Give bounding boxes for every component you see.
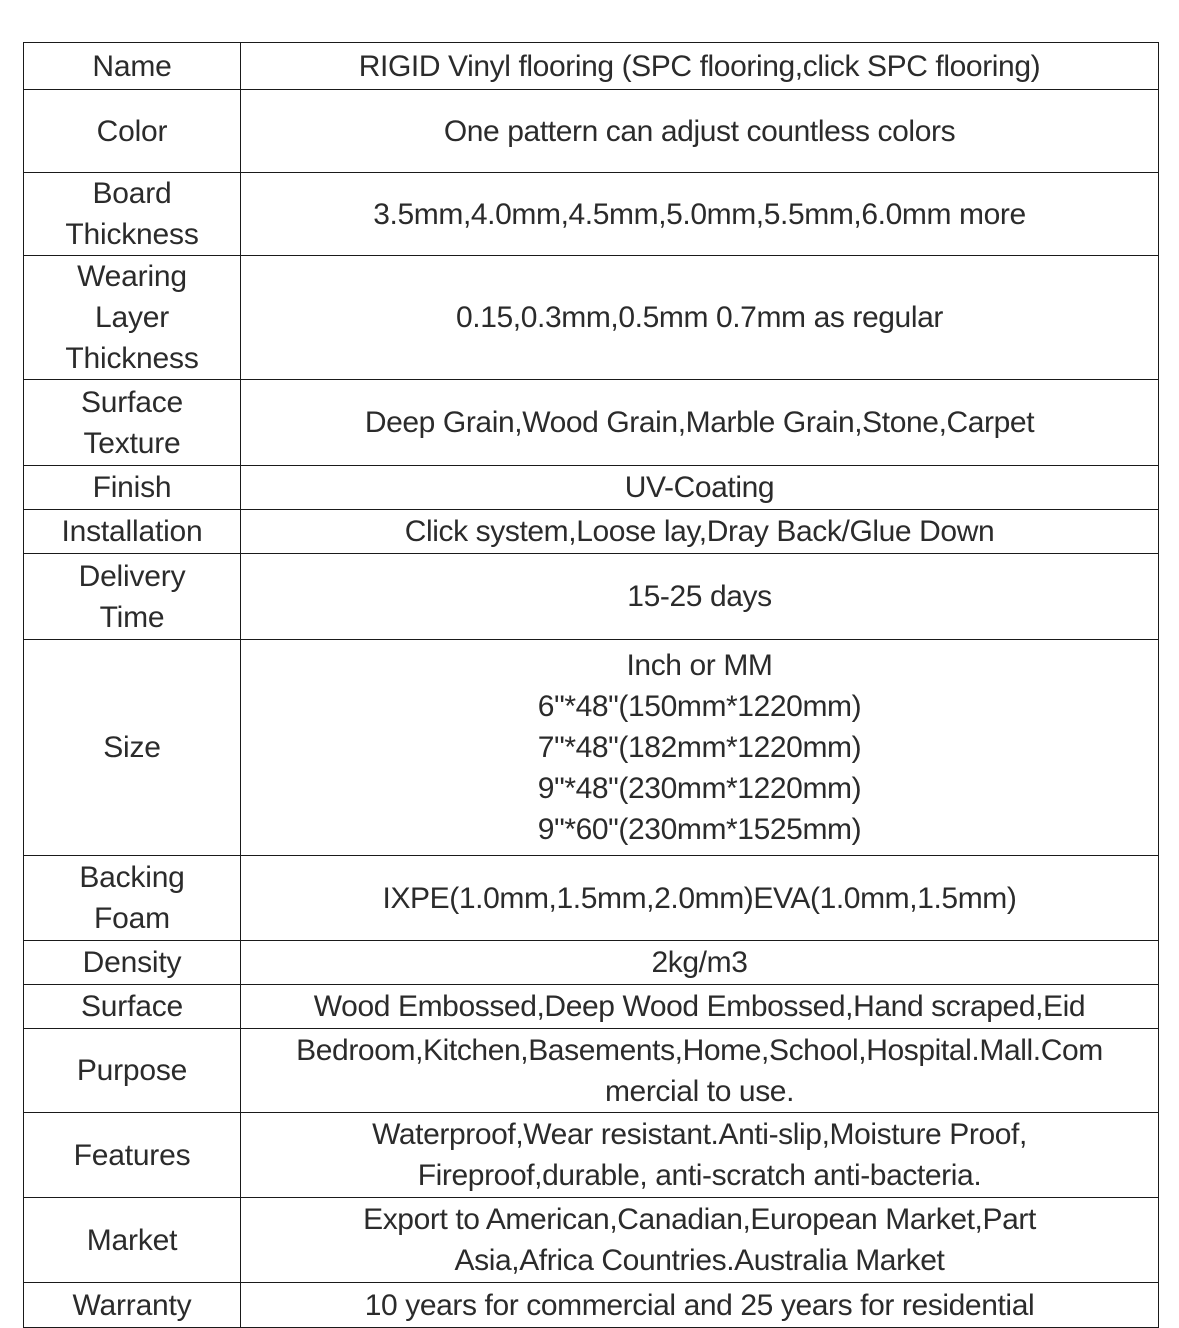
- row-label-features: [24, 1113, 241, 1198]
- row-label-installation: [24, 510, 241, 554]
- label-line: Installation: [61, 515, 203, 548]
- table-row: [24, 1113, 1159, 1198]
- label-line: Layer: [94, 301, 170, 334]
- table-row: [24, 173, 1159, 256]
- label-line: Warranty: [72, 1288, 192, 1322]
- table-row: [24, 380, 1159, 466]
- row-value-market: [241, 1198, 1159, 1283]
- row-value-surface-texture: [241, 380, 1159, 466]
- row-label-name: [24, 43, 241, 90]
- label-line: Surface: [81, 385, 183, 419]
- value-line: 2kg/m3: [651, 946, 748, 979]
- value-line: Inch or MM: [626, 649, 773, 682]
- table-row: [24, 941, 1159, 985]
- row-value-surface: [241, 985, 1159, 1029]
- row-label-delivery-time: [24, 554, 241, 640]
- row-value-purpose: [241, 1029, 1159, 1113]
- specification-table: [23, 42, 1159, 1328]
- table-row: [24, 1283, 1159, 1328]
- value-line: Export to American,Canadian,European Market,Part: [363, 1203, 1036, 1236]
- table-row: [24, 256, 1159, 380]
- row-value-finish: [241, 466, 1159, 510]
- row-label-board-thickness: [24, 173, 241, 256]
- value-line: 9"*48"(230mm*1220mm): [537, 772, 862, 805]
- label-line: Thickness: [65, 218, 199, 251]
- value-line: Asia,Africa Countries.Australia Market: [454, 1244, 945, 1277]
- row-label-market: [24, 1198, 241, 1283]
- table-row: [24, 985, 1159, 1029]
- value-line: mercial to use.: [604, 1074, 795, 1108]
- row-value-installation: [241, 510, 1159, 554]
- value-line: Bedroom,Kitchen,Basements,Home,School,Hospital.Mall.Com: [296, 1033, 1103, 1067]
- row-label-backing-foam: [24, 856, 241, 941]
- label-line: Wearing: [77, 260, 187, 293]
- value-line: Click system,Loose lay,Dray Back/Glue Down: [404, 515, 995, 548]
- table-row: [24, 510, 1159, 554]
- table-row: [24, 856, 1159, 941]
- row-value-size: [241, 640, 1159, 856]
- row-value-wearing-layer-thickness: [241, 256, 1159, 380]
- row-value-board-thickness: [241, 173, 1159, 256]
- value-line: 10 years for commercial and 25 years for residential: [364, 1288, 1035, 1322]
- value-line: 6"*48"(150mm*1220mm): [537, 690, 862, 723]
- row-label-wearing-layer-thickness: [24, 256, 241, 380]
- row-label-warranty: [24, 1283, 241, 1328]
- label-line: Size: [103, 731, 161, 764]
- label-line: Thickness: [65, 342, 199, 375]
- label-line: Density: [82, 946, 182, 979]
- row-label-color: [24, 90, 241, 173]
- row-value-delivery-time: [241, 554, 1159, 640]
- value-line: Waterproof,Wear resistant.Anti-slip,Moisture Proof,: [372, 1118, 1027, 1151]
- value-line: Wood Embossed,Deep Wood Embossed,Hand scraped,Eid: [313, 990, 1086, 1023]
- value-line: 9"*60"(230mm*1525mm): [537, 813, 862, 846]
- table-row: [24, 554, 1159, 640]
- label-line: Time: [99, 600, 165, 634]
- row-label-finish: [24, 466, 241, 510]
- label-line: Board: [92, 177, 172, 210]
- row-label-purpose: [24, 1029, 241, 1113]
- label-line: Name: [92, 49, 172, 83]
- row-label-density: [24, 941, 241, 985]
- label-line: Backing: [79, 861, 185, 894]
- table-row: [24, 640, 1159, 856]
- value-line: One pattern can adjust countless colors: [443, 114, 956, 148]
- row-value-warranty: [241, 1283, 1159, 1328]
- label-line: Surface: [81, 990, 183, 1023]
- row-value-density: [241, 941, 1159, 985]
- value-line: IXPE(1.0mm,1.5mm,2.0mm)EVA(1.0mm,1.5mm): [382, 881, 1017, 915]
- label-line: Features: [73, 1138, 191, 1172]
- label-line: Purpose: [76, 1054, 188, 1087]
- row-value-backing-foam: [241, 856, 1159, 941]
- value-line: 7"*48"(182mm*1220mm): [537, 731, 862, 764]
- value-line: Fireproof,durable, anti-scratch anti-bacteria.: [417, 1159, 982, 1192]
- table-row: [24, 1198, 1159, 1283]
- table-row: [24, 90, 1159, 173]
- row-label-size: [24, 640, 241, 856]
- label-line: Market: [86, 1223, 178, 1257]
- row-label-surface-texture: [24, 380, 241, 466]
- label-line: Delivery: [78, 559, 186, 593]
- row-value-color: [241, 90, 1159, 173]
- value-line: Deep Grain,Wood Grain,Marble Grain,Stone,Carpet: [364, 406, 1035, 439]
- label-line: Finish: [92, 471, 172, 504]
- row-value-name: [241, 43, 1159, 90]
- value-line: 0.15,0.3mm,0.5mm 0.7mm as regular: [456, 301, 943, 334]
- label-line: Color: [96, 114, 168, 148]
- value-line: 3.5mm,4.0mm,4.5mm,5.0mm,5.5mm,6.0mm more: [373, 197, 1026, 231]
- product-specification-sheet: [23, 42, 1158, 1328]
- value-line: 15-25 days: [627, 580, 772, 613]
- table-row: [24, 43, 1159, 90]
- label-line: Texture: [83, 426, 181, 460]
- table-row: [24, 466, 1159, 510]
- row-value-features: [241, 1113, 1159, 1198]
- row-label-surface: [24, 985, 241, 1029]
- value-line: UV-Coating: [624, 471, 775, 504]
- label-line: Foam: [94, 902, 170, 935]
- value-line: RIGID Vinyl flooring (SPC flooring,click SPC flooring): [358, 49, 1041, 83]
- specification-table-body: [24, 43, 1159, 1328]
- table-row: [24, 1029, 1159, 1113]
